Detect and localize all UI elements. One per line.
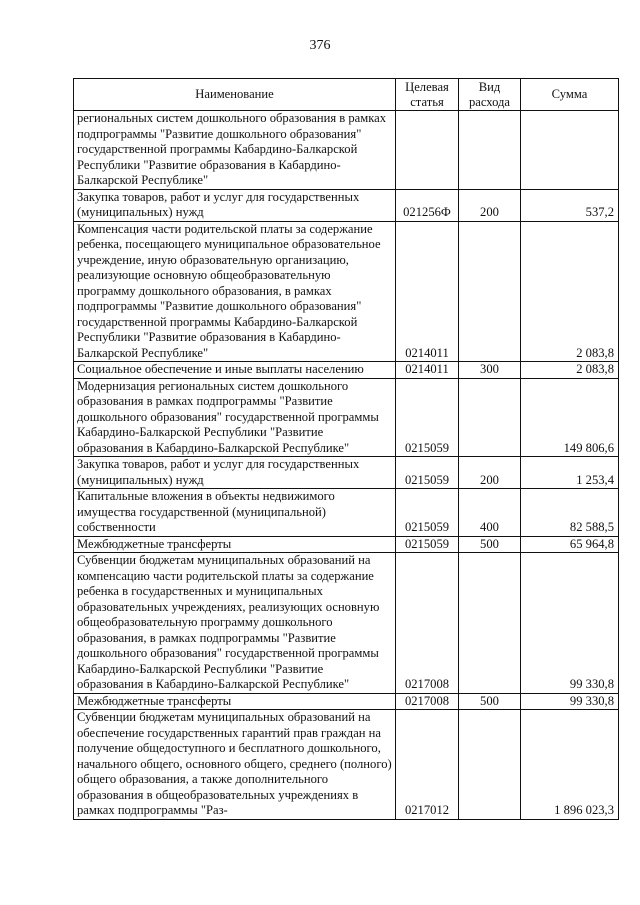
row-code: 0217008 — [396, 553, 459, 694]
row-code: 0214011 — [396, 221, 459, 362]
row-code: 0217012 — [396, 710, 459, 820]
header-code: Целевая статья — [396, 79, 459, 111]
table-row — [74, 489, 619, 537]
row-code: 0214011 — [396, 362, 459, 379]
row-sum: 99 330,8 — [521, 693, 619, 710]
row-type: 400 — [459, 489, 521, 537]
header-sum: Сумма — [521, 79, 619, 111]
row-sum: 1 896 023,3 — [521, 710, 619, 820]
row-sum: 65 964,8 — [521, 536, 619, 553]
row-type: 300 — [459, 362, 521, 379]
row-name: Закупка товаров, работ и услуг для государственных (муниципальных) нужд — [74, 457, 396, 489]
row-name: Закупка товаров, работ и услуг для государственных (муниципальных) нужд — [74, 189, 396, 221]
row-name: Социальное обеспечение и иные выплаты населению — [74, 362, 396, 379]
table-header-row — [74, 79, 619, 111]
row-type — [459, 378, 521, 457]
table-row — [74, 693, 619, 710]
table-row — [74, 378, 619, 457]
row-code: 0215059 — [396, 536, 459, 553]
row-sum: 537,2 — [521, 189, 619, 221]
row-name: Модернизация региональных систем дошкольного образования в рамках подпрограммы "Развитие дошкольного образования" государственной программы Кабардино-Балкарской Республики "Развитие образования в Кабардино-Балкарской Республике" — [74, 378, 396, 457]
table-row — [74, 362, 619, 379]
row-name: Межбюджетные трансферты — [74, 693, 396, 710]
table-row — [74, 189, 619, 221]
header-name: Наименование — [74, 79, 396, 111]
row-name: Капитальные вложения в объекты недвижимого имущества государственной (муниципальной) собственности — [74, 489, 396, 537]
row-sum: 99 330,8 — [521, 553, 619, 694]
row-sum: 149 806,6 — [521, 378, 619, 457]
header-type: Вид расхода — [459, 79, 521, 111]
row-sum: 82 588,5 — [521, 489, 619, 537]
row-name: Субвенции бюджетам муниципальных образований на компенсацию части родительской платы за содержание ребенка в государственных и муниципальных образовательных учреждениях, реализующих основную общеобразовательную программу дошкольного образования, в рамках подпрограммы "Развитие дошкольного образования" государственной программы Кабардино-Балкарской Республики "Развитие образования в Кабардино-Балкарской Республике" — [74, 553, 396, 694]
table-row — [74, 457, 619, 489]
row-type: 500 — [459, 536, 521, 553]
row-type — [459, 111, 521, 190]
row-type — [459, 710, 521, 820]
row-code — [396, 111, 459, 190]
table-row — [74, 111, 619, 190]
row-sum: 2 083,8 — [521, 362, 619, 379]
table-row — [74, 221, 619, 362]
row-type — [459, 553, 521, 694]
table-row — [74, 536, 619, 553]
row-name: Межбюджетные трансферты — [74, 536, 396, 553]
row-sum: 1 253,4 — [521, 457, 619, 489]
row-name: региональных систем дошкольного образования в рамках подпрограммы "Развитие дошкольного образования" государственной программы Кабардино-Балкарской Республики "Развитие образования в Кабардино-Балкарской Республике" — [74, 111, 396, 190]
row-sum: 2 083,8 — [521, 221, 619, 362]
row-code: 0215059 — [396, 378, 459, 457]
row-type — [459, 221, 521, 362]
row-type: 200 — [459, 189, 521, 221]
row-code: 0217008 — [396, 693, 459, 710]
row-sum — [521, 111, 619, 190]
budget-table — [73, 78, 619, 820]
row-code: 0215059 — [396, 457, 459, 489]
table-row — [74, 553, 619, 694]
row-code: 021256Ф — [396, 189, 459, 221]
row-code: 0215059 — [396, 489, 459, 537]
row-name: Компенсация части родительской платы за содержание ребенка, посещающего муниципальное образовательное учреждение, иную образовательную организацию, реализующие основную общеобразовательную программу дошкольного образования, в рамках подпрограммы "Развитие дошкольного образования" государственной программы Кабардино-Балкарской Республики "Развитие образования в Кабардино-Балкарской Республике" — [74, 221, 396, 362]
page-number: 376 — [309, 38, 331, 53]
row-type: 500 — [459, 693, 521, 710]
row-type: 200 — [459, 457, 521, 489]
row-name: Субвенции бюджетам муниципальных образований на обеспечение государственных гарантий прав граждан на получение общедоступного и бесплатного дошкольного, начального общего, основного общего, среднего (полного) общего образования, а также дополнительного образования в общеобразовательных учреждениях в рамках подпрограммы "Раз- — [74, 710, 396, 820]
table-row — [74, 710, 619, 820]
